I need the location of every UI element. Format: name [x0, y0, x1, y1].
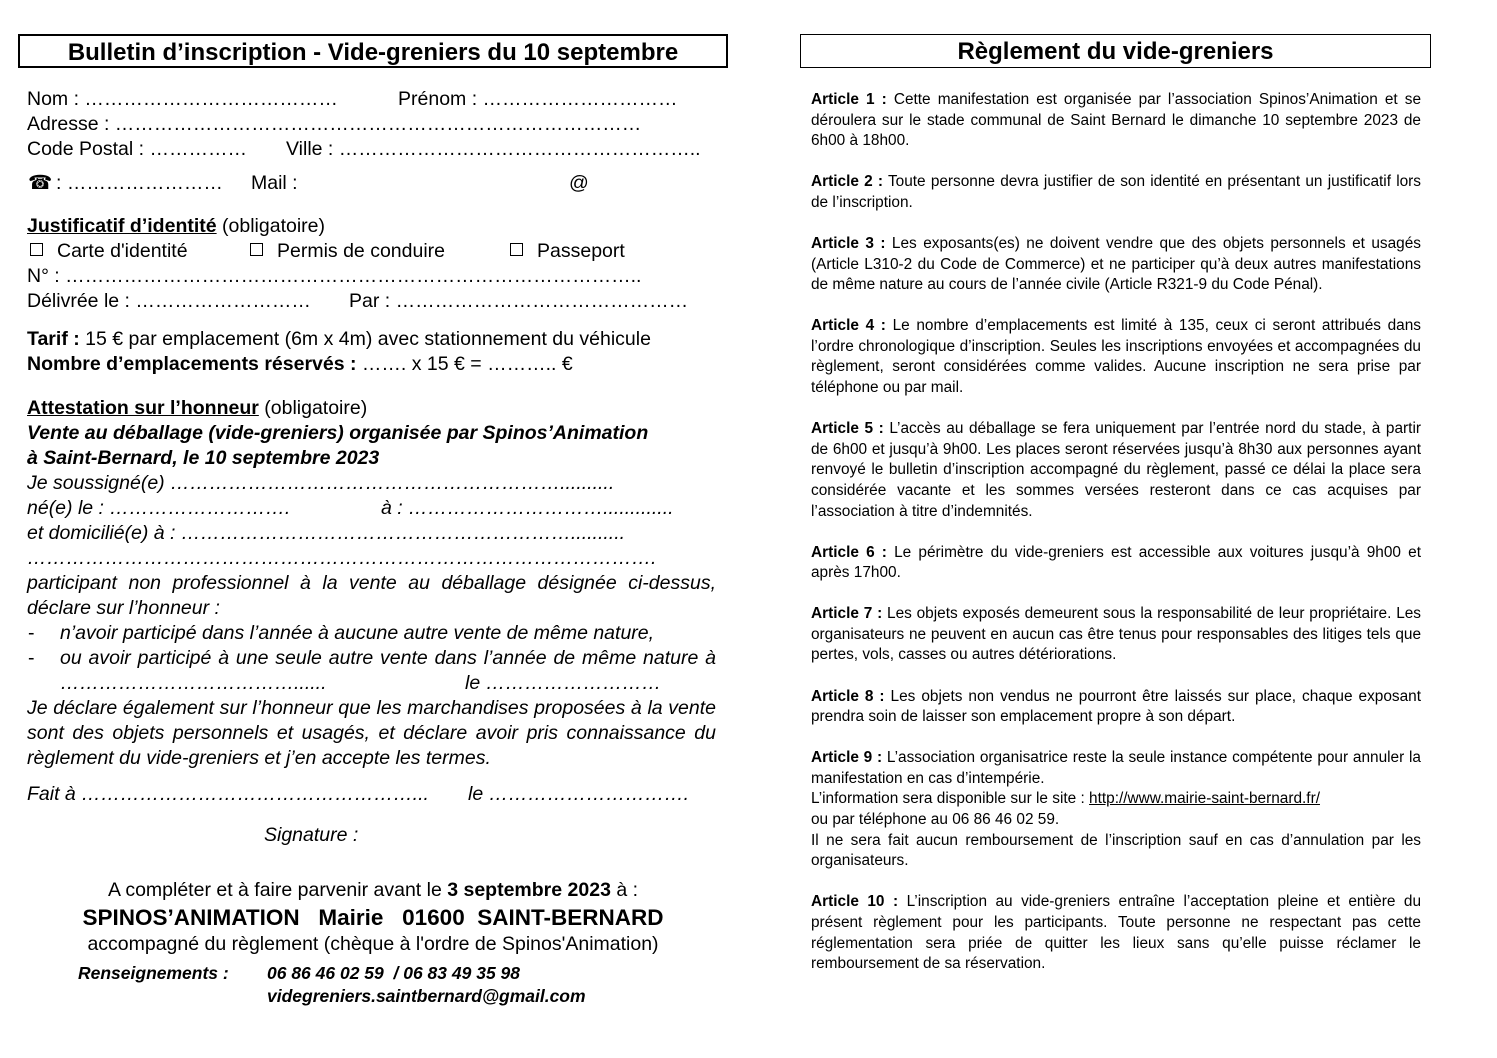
article-3: Article 3 : Les exposants(es) ne doivent vendre que des objets personnels et usagés (Article L310-2 du Code de Commerce) et ne participer qu’à deux autres manifestations de même nature au cours de l’année civile (Article R321-9 du Code Pénal).: [811, 234, 1421, 294]
article-8: Article 8 : Les objets non vendus ne pourront être laissés sur place, chaque exposant prendra soin de laisser son emplacement propre à son départ.: [811, 687, 1421, 726]
fait-a-field[interactable]: Fait à ……………………………………………...: [27, 783, 429, 805]
deadline-date: 3 septembre 2023: [447, 879, 611, 901]
attestation-title: Attestation sur l’honneur: [27, 397, 259, 419]
justificatif-note: (obligatoire): [216, 215, 325, 237]
declaration-text: Je déclare également sur l’honneur que les marchandises proposées à la vente sont des objets personnels et usagés, et déclare avoir pris connaissance du règlement du vide-greniers et j’en accepte les termes.: [27, 697, 716, 769]
organizer-address: SPINOS’ANIMATION Mairie 01600 SAINT-BERNARD: [82, 905, 664, 930]
prenom-field[interactable]: Prénom : …………………………: [398, 88, 678, 110]
ne-a-field[interactable]: à : ………………………….............: [381, 497, 674, 519]
id-options: [18, 239, 728, 264]
checkbox-icon[interactable]: [510, 243, 523, 256]
bullet-dash: -: [28, 647, 35, 669]
bullet-dash: -: [28, 622, 35, 644]
soussigne-row: [18, 471, 728, 496]
option-carte-identite[interactable]: Carte d'identité: [30, 239, 188, 264]
fait-row: [18, 782, 728, 807]
delivree-field[interactable]: Délivrée le : ………………………: [27, 290, 311, 312]
naissance-row: [18, 496, 728, 521]
rules-section: [800, 34, 1431, 975]
domicile-row-2: [18, 546, 728, 571]
mairie-website-link[interactable]: http://www.mairie-saint-bernard.fr/: [1089, 790, 1320, 808]
nombre-label: Nombre d’emplacements réservés :: [27, 353, 357, 375]
checkbox-icon[interactable]: [250, 243, 263, 256]
mail-field[interactable]: Mail :: [251, 172, 298, 194]
form-title: Bulletin d’inscription - Vide-greniers du 10 septembre: [18, 34, 728, 68]
contact-row: [18, 171, 728, 196]
participant-text: participant non professionnel à la vente au déballage désignée ci-dessus, déclare sur l’honneur :: [27, 572, 716, 619]
tarif-row: [18, 327, 728, 352]
article-5: Article 5 : L’accès au déballage se fera uniquement par l’entrée nord du stade, à partir de 6h00 et jusqu’à 9h00. Les places seront réservées jusqu’à 8h30 aux personnes ayant renvoyé le bulletin d’inscription accompagné du règlement, passé ce délai la place sera considérée vacante et les sommes versées resteront dans ce cas acquises par l’association à titre d’indemnités.: [811, 420, 1422, 520]
justificatif-header: [18, 214, 728, 239]
bullet-1: - n’avoir participé dans l’année à aucune autre vente de même nature,: [28, 622, 655, 644]
ville-field[interactable]: Ville : ………………………………………………..: [286, 138, 701, 160]
bullet-2: - ou avoir participé à une seule autre vente dans l’année de même nature à ………………………………...... le ………………………: [28, 647, 716, 694]
article-1: Article 1 : Cette manifestation est organisée par l’association Spinos’Animation et se déroulera sur le stade communal de Saint Bernard le dimanche 10 septembre 2023 de 6h00 à 18h00.: [811, 91, 1421, 150]
article-9: Article 9 : L’association organisatrice reste la seule instance compétente pour annuler la manifestation en cas d’intempérie. L’information sera disponible sur le site : http://www.mairie-saint-bernard.fr/ ou par téléphone au 06 86 46 02 59. Il ne sera fait aucun remboursement de l’inscription sauf en cas d’annulation par les organisateurs.: [811, 749, 1421, 870]
renseignements-block: [18, 962, 728, 1010]
domicilie-field-2[interactable]: …………………………………………………………………………………….: [27, 547, 657, 569]
vente-line-1: Vente au déballage (vide-greniers) organisée par Spinos’Animation: [27, 422, 649, 444]
vente-line-2: à Saint-Bernard, le 10 septembre 2023: [27, 447, 380, 469]
numero-row: [18, 264, 728, 289]
signature-label: Signature :: [264, 824, 359, 846]
contact-email[interactable]: videgreniers.saintbernard@gmail.com: [267, 986, 586, 1006]
attestation-header: [18, 396, 728, 421]
soussigne-field[interactable]: Je soussigné(e) ……………………………………………………..........: [27, 472, 615, 494]
numero-field[interactable]: N° : ……………………………………………………………………………..: [27, 265, 642, 287]
article-10: Article 10 : L’inscription au vide-greniers entraîne l’acceptation pleine et entière du présent règlement pour les participants. Toute personne ne respectant pas cette réglementation sera priée de quitter les lieux sans qu’elle puisse réclamer le remboursement de sa réservation.: [811, 893, 1422, 973]
article-4: Article 4 : Le nombre d’emplacements est limité à 135, ceux ci seront attribués dans l’ordre chronologique d’inscription. Seules les inscriptions envoyées et accompagnées du règlement, seront considérées comme valides. Aucune inscription ne sera prise par téléphone ou par mail.: [811, 317, 1421, 397]
nom-field[interactable]: Nom : …………………………………: [27, 88, 338, 110]
city-row: [18, 137, 728, 162]
signature-row: [18, 823, 728, 848]
adresse-field[interactable]: Adresse : ………………………………………………………………………: [27, 113, 642, 135]
contact-phones: 06 86 46 02 59 / 06 83 49 35 98: [267, 963, 520, 983]
registration-form: [18, 34, 728, 1010]
art9-phone: ou par téléphone au 06 86 46 02 59.: [811, 811, 1060, 829]
tarif-label: Tarif :: [27, 328, 80, 350]
phone-icon: ☎: [28, 172, 53, 194]
domicile-row: [18, 521, 728, 546]
par-field[interactable]: Par : ………………………………………: [349, 290, 689, 312]
payment-line: accompagné du règlement (chèque à l'ordre de Spinos'Animation): [87, 933, 659, 955]
article-7: Article 7 : Les objets exposés demeurent sous la responsabilité de leur propriétaire. Les organisateurs ne peuvent en aucun cas être tenus pour responsables des litiges tels que pertes, vols, casses ou autres détériorations.: [811, 605, 1422, 664]
delivree-row: [18, 289, 728, 314]
tarif-text: 15 € par emplacement (6m x 4m) avec stationnement du véhicule: [79, 328, 651, 350]
ne-le-field[interactable]: né(e) le : ……………………….: [27, 497, 291, 519]
address-row: [18, 112, 728, 137]
option-passeport[interactable]: Passeport: [510, 239, 625, 264]
bullet-2-le-field[interactable]: le ………………………: [465, 672, 662, 694]
justificatif-title: Justificatif d’identité: [27, 215, 217, 237]
article-6: Article 6 : Le périmètre du vide-greniers est accessible aux voitures jusqu’à 9h00 et après 17h00.: [811, 543, 1421, 582]
attestation-note: (obligatoire): [258, 397, 368, 419]
phone-field[interactable]: : ……………………: [56, 172, 223, 194]
checkbox-icon[interactable]: [30, 243, 43, 256]
domicilie-field[interactable]: et domicilié(e) à : ……………………………………………………..........: [27, 522, 626, 544]
fait-le-field[interactable]: le ………………………….: [468, 783, 690, 805]
article-2: Article 2 : Toute personne devra justifier de son identité en présentant un justificatif lors de l’inscription.: [811, 173, 1421, 211]
art9-info: L’information sera disponible sur le site :: [811, 790, 1090, 808]
code-postal-field[interactable]: Code Postal : ……………: [27, 138, 247, 160]
art9-refund: Il ne sera fait aucun remboursement de l’inscription sauf en cas d’annulation par les organisateurs.: [811, 831, 1421, 870]
nombre-field[interactable]: ……. x 15 € = ……….. €: [356, 353, 573, 375]
nombre-row: [18, 352, 728, 377]
deadline-line: A compléter et à faire parvenir avant le 3 septembre 2023 à :: [107, 879, 639, 901]
rules-title: Règlement du vide-greniers: [800, 34, 1431, 68]
name-row: [18, 87, 728, 112]
option-permis[interactable]: Permis de conduire: [250, 239, 445, 264]
at-sign: @: [569, 172, 589, 194]
renseignements-label: Renseignements :: [78, 963, 229, 983]
